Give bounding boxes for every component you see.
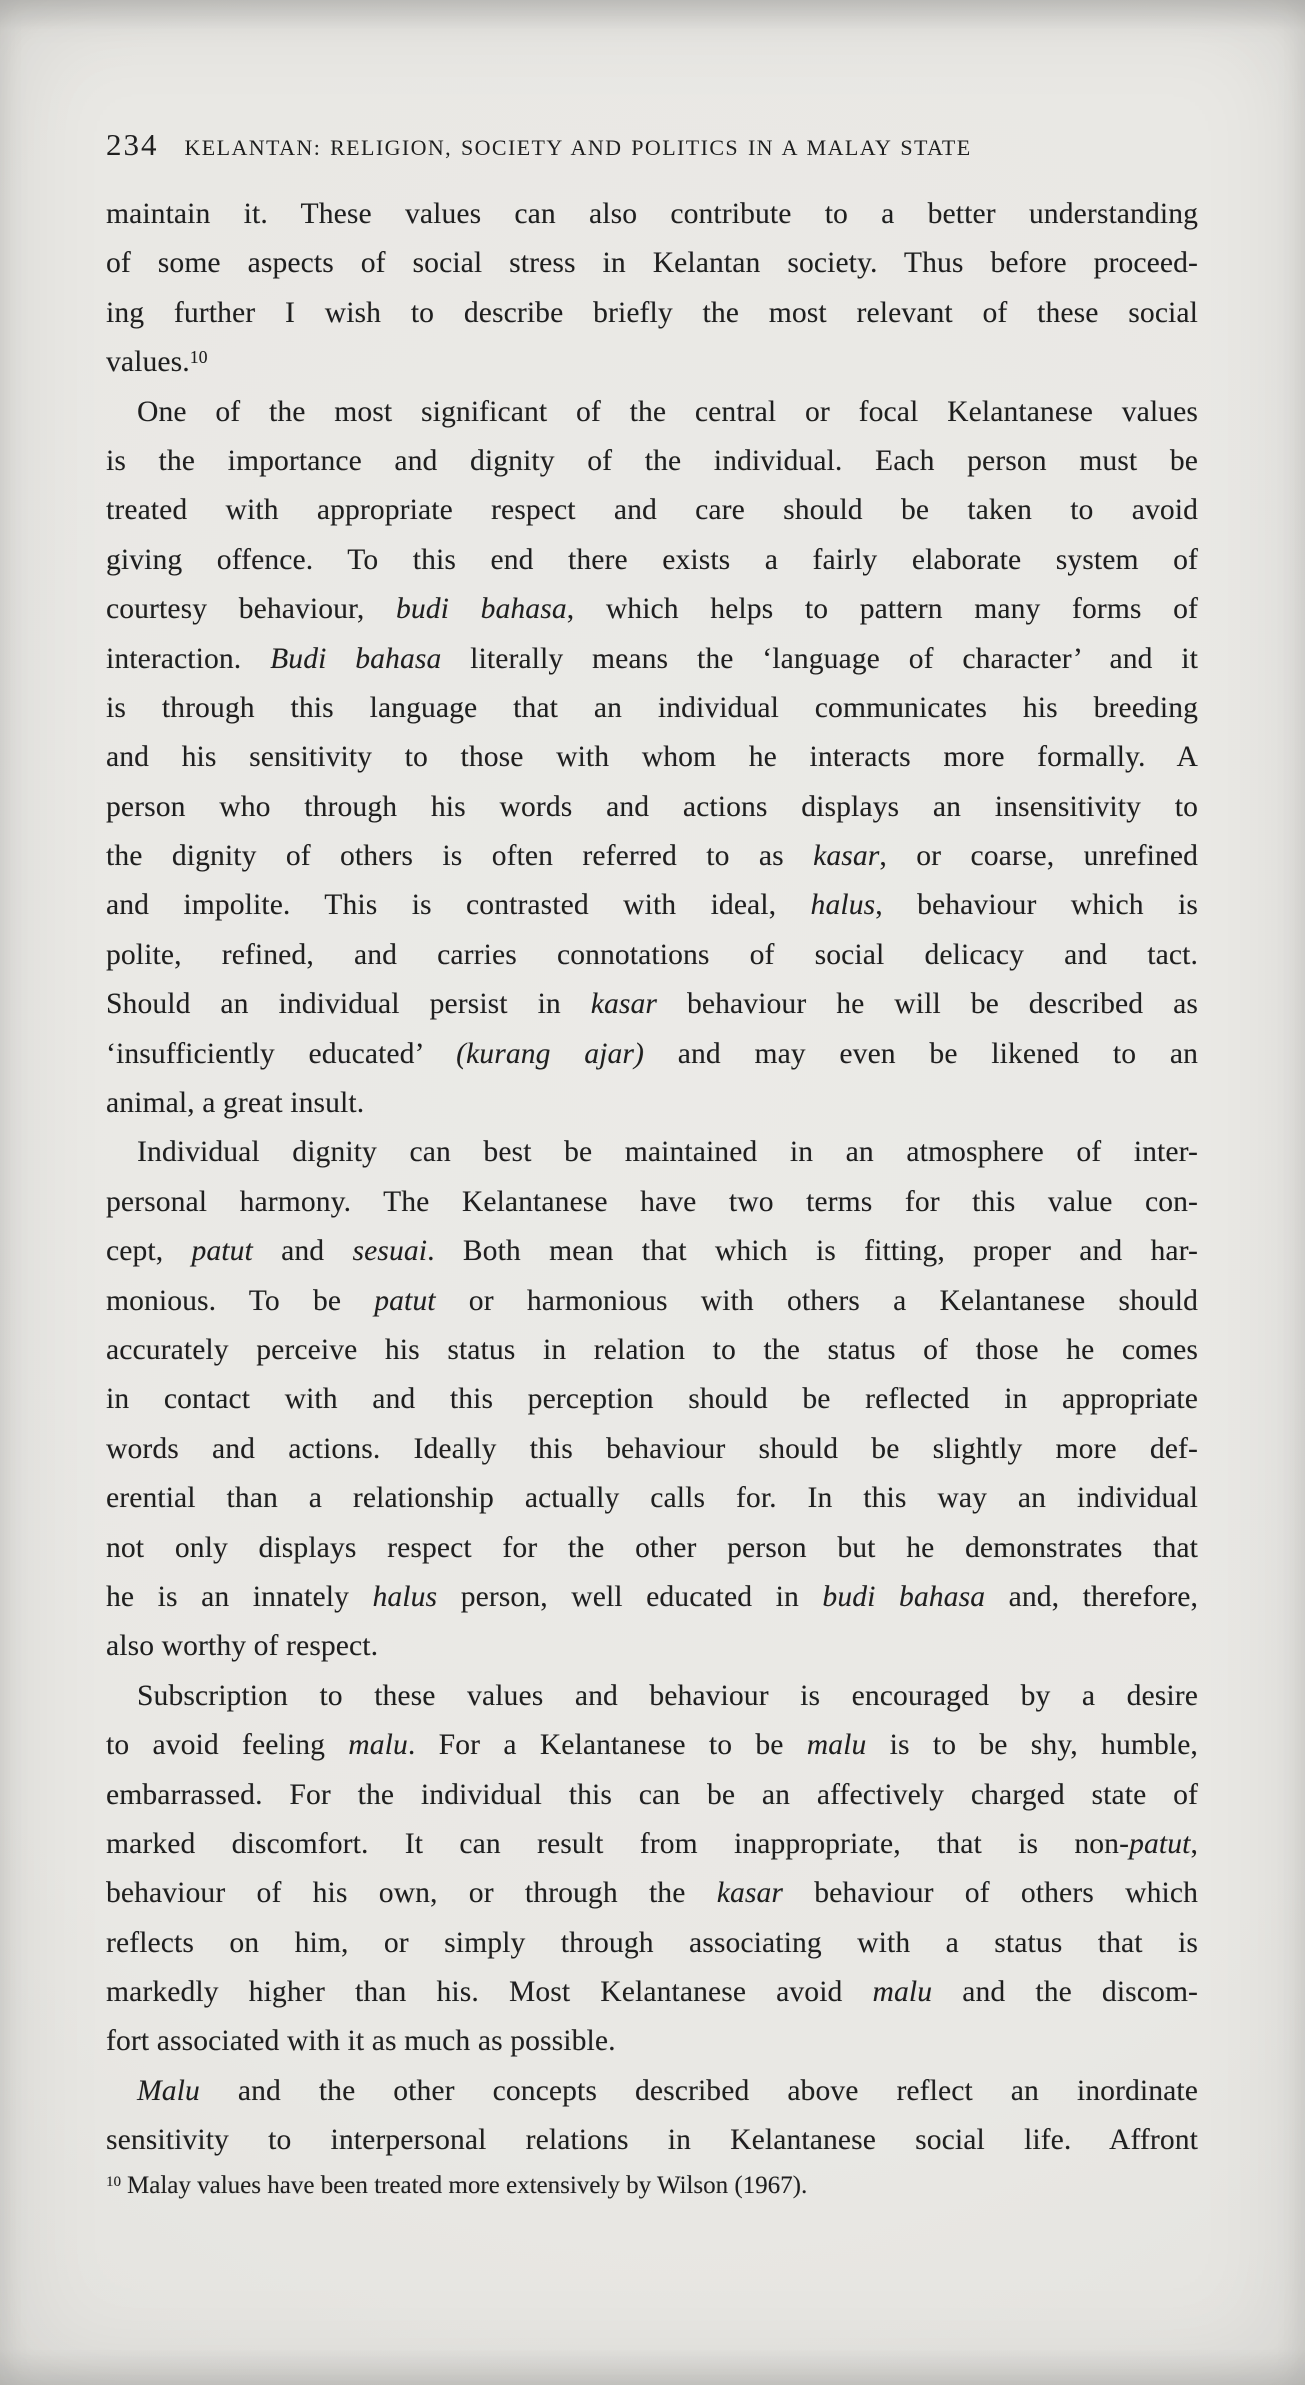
text-line: reflects on him, or simply through associating with a status that is (106, 1926, 1198, 1959)
running-title: KELANTAN: RELIGION, SOCIETY AND POLITICS IN A MALAY STATE (184, 135, 972, 160)
text-line: of some aspects of social stress in Kelantan society. Thus before proceed- (106, 247, 1198, 280)
text-line: giving offence. To this end there exists a fairly elaborate system of (106, 543, 1198, 576)
text-line: polite, refined, and carries connotations of social delicacy and tact. (106, 938, 1198, 971)
text-line: and his sensitivity to those with whom he interacts more formally. A (106, 741, 1198, 774)
paragraph (106, 388, 1198, 1129)
text-line: embarrassed. For the individual this can be an affectively charged state of (106, 1778, 1198, 1811)
text-line: Individual dignity can best be maintained in an atmosphere of inter- (137, 1136, 1198, 1169)
text-line: accurately perceive his status in relation to the status of those he comes (106, 1333, 1198, 1366)
text-line: in contact with and this perception should be reflected in appropriate (106, 1383, 1198, 1416)
footnote (106, 2170, 1198, 2205)
text-line: is the importance and dignity of the individual. Each person must be (106, 444, 1198, 477)
paragraph (106, 190, 1198, 388)
text-line: Should an individual persist in kasar behaviour he will be described as (106, 988, 1198, 1021)
text-line: the dignity of others is often referred to as kasar, or coarse, unrefined (106, 840, 1198, 873)
text-line: courtesy behaviour, budi bahasa, which helps to pattern many forms of (106, 593, 1198, 626)
text-line: also worthy of respect. (106, 1630, 379, 1663)
text-line: words and actions. Ideally this behaviour should be slightly more def- (106, 1432, 1198, 1465)
text-line: and impolite. This is contrasted with ideal, halus, behaviour which is (106, 889, 1198, 922)
text-line: values.$^{10}$ (106, 346, 208, 379)
text-line: he is an innately halus person, well educated in budi bahasa and, therefore, (106, 1580, 1199, 1613)
text-line: fort associated with it as much as possible. (106, 2025, 616, 2058)
text-line: marked discomfort. It can result from inappropriate, that is non-patut, (106, 1827, 1198, 1860)
footnote-marker: 10 (106, 2173, 121, 2190)
text-line: cept, patut and sesuai. Both mean that which is fitting, proper and har- (106, 1235, 1198, 1268)
page-number: 234 (106, 127, 159, 162)
text-line: personal harmony. The Kelantanese have two terms for this value con- (106, 1185, 1198, 1218)
footnote-text: Malay values have been treated more extensively by Wilson (1967). (127, 2172, 808, 2199)
text-line: maintain it. These values can also contribute to a better understanding (106, 198, 1198, 230)
text-line: Malu and the other concepts described above reflect an inordinate (137, 2074, 1198, 2107)
text-line: person who through his words and actions displays an insensitivity to (106, 790, 1198, 823)
text-line: ing further I wish to describe briefly the most relevant of these social (106, 296, 1198, 329)
text-line: interaction. Budi bahasa literally means the ‘language of character’ and it (106, 642, 1198, 675)
body-text (106, 190, 1198, 2166)
text-line: sensitivity to interpersonal relations in Kelantanese social life. Affront (106, 2124, 1198, 2157)
text-line: is through this language that an individual communicates his breeding (106, 691, 1198, 724)
paragraph (106, 1672, 1198, 2067)
paragraph (106, 2067, 1198, 2166)
text-line: Subscription to these values and behaviour is encouraged by a desire (137, 1679, 1198, 1712)
text-line: erential than a relationship actually calls for. In this way an individual (106, 1482, 1198, 1515)
text-line: markedly higher than his. Most Kelantanese avoid malu and the discom- (106, 1976, 1199, 2009)
paragraph (106, 1128, 1198, 1671)
text-line: ‘insufficiently educated’ (kurang ajar) and may even be likened to an (106, 1037, 1198, 1070)
text-line: not only displays respect for the other person but he demonstrates that (106, 1531, 1198, 1564)
text-line: monious. To be patut or harmonious with others a Kelantanese should (106, 1284, 1198, 1317)
text-line: animal, a great insult. (106, 1087, 365, 1120)
text-line: One of the most significant of the central or focal Kelantanese values (137, 395, 1198, 428)
text-line: treated with appropriate respect and care should be taken to avoid (106, 494, 1198, 527)
text-line: behaviour of his own, or through the kasar behaviour of others which (106, 1877, 1198, 1910)
running-header (106, 127, 972, 163)
text-line: to avoid feeling malu. For a Kelantanese to be malu is to be shy, humble, (106, 1729, 1198, 1762)
